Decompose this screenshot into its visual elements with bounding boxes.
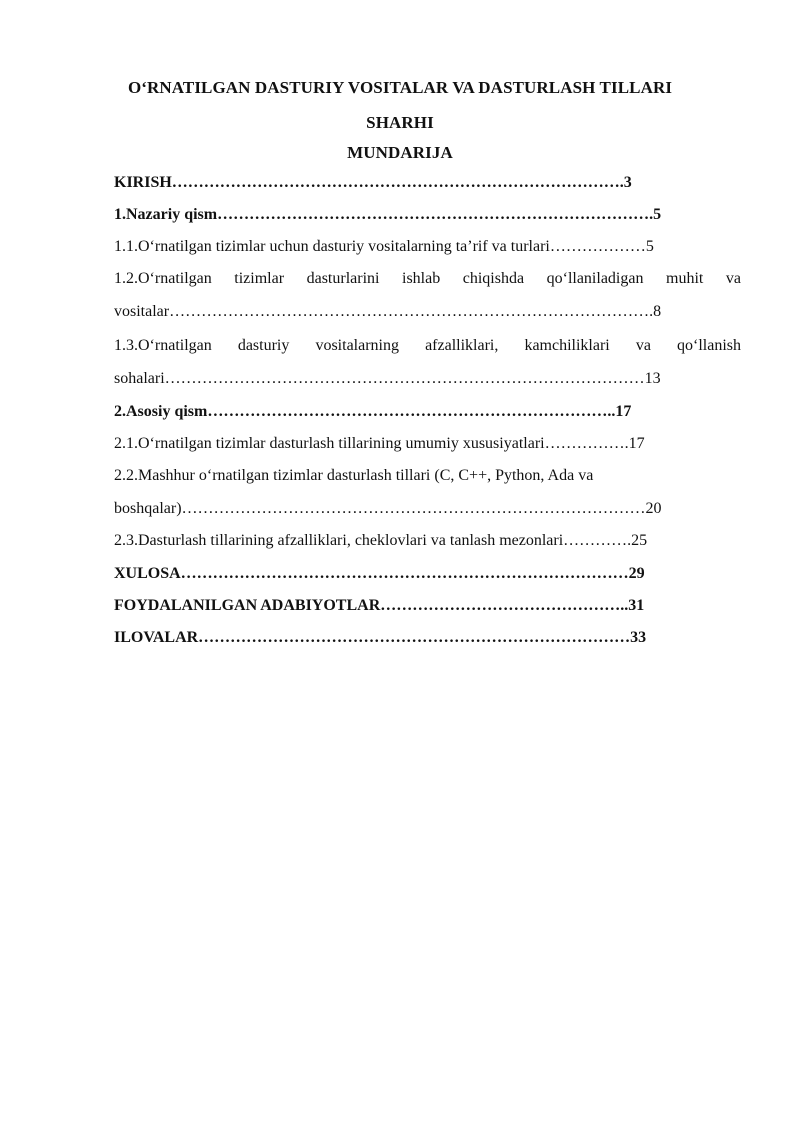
toc-entry-1-2-line2: vositalar……………………………………………………………………………….8 — [114, 303, 662, 320]
document-title-line2: SHARHI — [366, 113, 434, 132]
toc-entry-1-1: 1.1.O‘rnatilgan tizimlar uchun dasturiy vositalarning ta’rif va turlari………………5 — [114, 238, 654, 255]
toc-entry-2-1: 2.1.O‘rnatilgan tizimlar dasturlash tillarining umumiy xususiyatlari…………….17 — [114, 435, 645, 452]
contents-heading: MUNDARIJA — [347, 143, 453, 162]
toc-entry-1-2-line1: 1.2.O‘rnatilgan tizimlar dasturlarini ishlab chiqishda qo‘llaniladigan muhit va — [114, 270, 741, 287]
toc-entry-xulosa: XULOSA…………………………………………………………………………29 — [114, 565, 645, 582]
toc-entry-1-3-line1: 1.3.O‘rnatilgan dasturiy vositalarning afzalliklari, kamchiliklari va qo‘llanish — [114, 337, 741, 354]
toc-entry-kirish: KIRISH………………………………………………………………………….3 — [114, 174, 632, 191]
toc-entry-nazariy-qism: 1.Nazariy qism……………………………………………………………………….5 — [114, 206, 662, 223]
toc-entry-2-2-line1: 2.2.Mashhur o‘rnatilgan tizimlar dasturlash tillari (C, C++, Python, Ada va — [114, 467, 594, 484]
toc-entry-1-3-line2: sohalari………………………………………………………………………………13 — [114, 370, 661, 387]
toc-entry-2-3: 2.3.Dasturlash tillarining afzalliklari, cheklovlari va tanlash mezonlari………….25 — [114, 532, 648, 549]
toc-entry-2-2-line2: boshqalar)……………………………………………………………………………20 — [114, 500, 662, 517]
toc-entry-asosiy-qism: 2.Asosiy qism…………………………………………………………………..17 — [114, 403, 632, 420]
toc-entry-ilovalar: ILOVALAR………………………………………………………………………33 — [114, 629, 647, 646]
toc-entry-foydalanilgan-adabiyotlar: FOYDALANILGAN ADABIYOTLAR………………………………………..31 — [114, 597, 645, 614]
document-title-line1: O‘RNATILGAN DASTURIY VOSITALAR VA DASTURLASH TILLARI — [127, 78, 673, 97]
